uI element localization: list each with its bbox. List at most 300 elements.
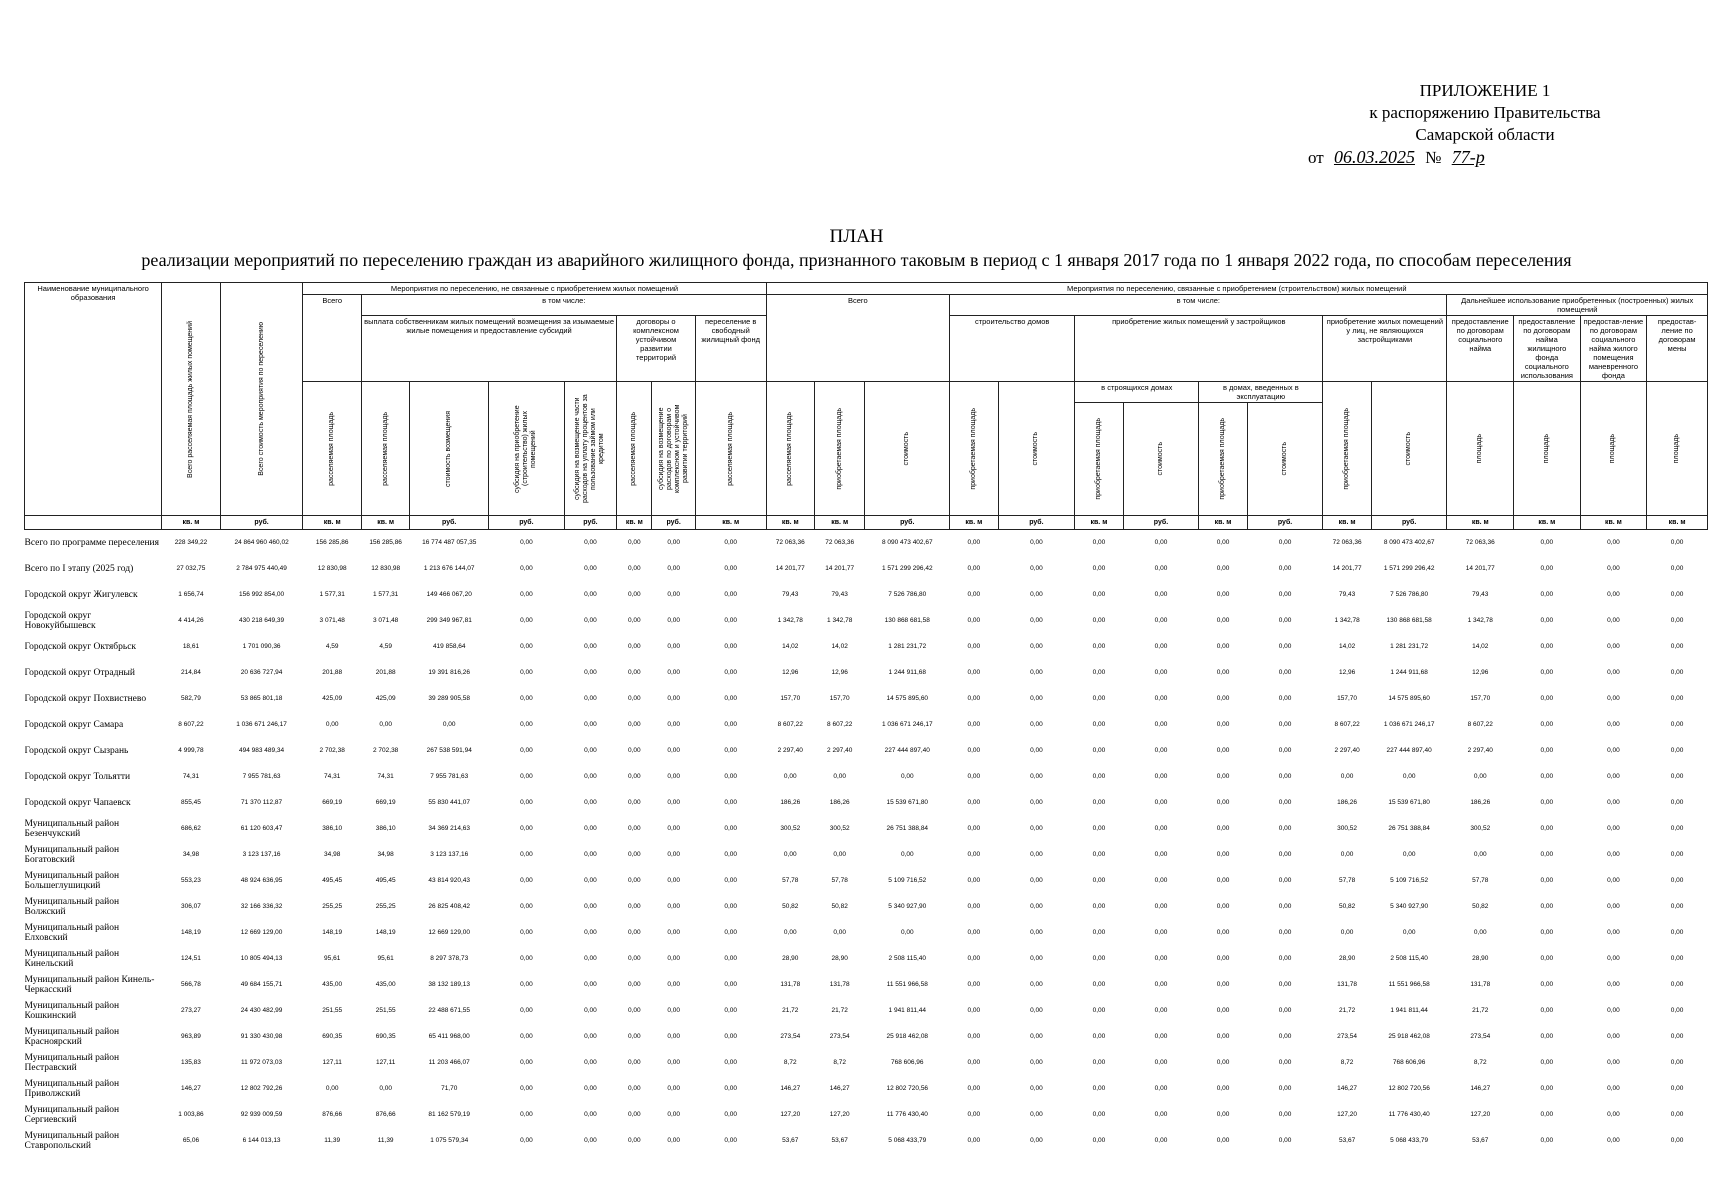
- unit-cell: руб.: [1247, 516, 1323, 530]
- value-cell: 0,00: [1278, 1137, 1292, 1144]
- value-cell: 0,00: [520, 1059, 533, 1066]
- value-cell: 0,00: [724, 695, 738, 702]
- value-cell: 0,00: [1540, 617, 1554, 624]
- value-cell: 0,00: [967, 903, 981, 910]
- municipality-name: Всего по программе переселения: [24, 538, 159, 548]
- value-cell: 0,00: [627, 747, 641, 754]
- value-cell: 0,00: [1092, 903, 1106, 910]
- value-cell: 1 342,78: [1467, 617, 1493, 624]
- h-a-total-area: расселяемая площадь: [303, 382, 362, 516]
- value-cell: 0,00: [1607, 877, 1620, 884]
- value-cell: 0,00: [1278, 669, 1292, 676]
- value-cell: 0,00: [1278, 747, 1292, 754]
- value-cell: 1 036 671 246,17: [881, 721, 933, 728]
- value-cell: 0,00: [520, 721, 533, 728]
- value-cell: 0,00: [724, 1111, 738, 1118]
- value-cell: 0,00: [1278, 1033, 1292, 1040]
- value-cell: 201,88: [322, 669, 343, 676]
- value-cell: 43 814 920,43: [428, 877, 470, 884]
- unit-cell: кв. м: [695, 516, 766, 530]
- value-cell: 8 607,22: [178, 721, 204, 728]
- value-cell: 0,00: [724, 1007, 738, 1014]
- value-cell: 1 577,31: [319, 591, 345, 598]
- value-cell: 0,00: [1092, 617, 1106, 624]
- value-cell: 430 218 649,39: [238, 617, 285, 624]
- value-cell: 0,00: [1278, 1059, 1292, 1066]
- value-cell: 0,00: [667, 695, 680, 702]
- municipality-name: Муниципальный район Безенчукский: [24, 819, 120, 839]
- value-cell: 0,00: [584, 903, 597, 910]
- value-cell: 0,00: [520, 955, 533, 962]
- value-cell: 0,00: [1030, 903, 1043, 910]
- value-cell: 92 939 009,59: [240, 1111, 283, 1118]
- value-cell: 0,00: [667, 773, 680, 780]
- municipality-name: Городской округ Отрадный: [24, 668, 136, 678]
- value-cell: 0,00: [1092, 539, 1106, 546]
- value-cell: 0,00: [584, 1111, 597, 1118]
- value-cell: 0,00: [667, 955, 680, 962]
- value-cell: 18,61: [182, 643, 200, 650]
- value-cell: 0,00: [584, 929, 597, 936]
- value-cell: 255,25: [322, 903, 343, 910]
- value-cell: 300,52: [829, 825, 850, 832]
- unit-cell: кв. м: [1447, 516, 1514, 530]
- value-cell: 0,00: [1030, 1085, 1043, 1092]
- building-houses-header: в строящихся домах: [1075, 382, 1199, 403]
- value-cell: 0,00: [667, 591, 680, 598]
- units-row: [25, 516, 1708, 530]
- value-cell: 28,90: [831, 955, 848, 962]
- payout-header: выплата собственникам жилых помещений возмещения за изымаемые жилые помещения и предоставление субсидий: [361, 316, 616, 382]
- value-cell: 0,00: [1154, 825, 1168, 832]
- value-cell: 0,00: [1278, 695, 1292, 702]
- value-cell: 131,78: [829, 981, 850, 988]
- value-cell: 0,00: [724, 721, 738, 728]
- value-cell: 0,00: [1540, 877, 1554, 884]
- value-cell: 11 776 430,40: [1388, 1111, 1430, 1118]
- municipality-name: Всего по I этапу (2025 год): [24, 564, 134, 574]
- table-row: [25, 816, 1708, 842]
- value-cell: 0,00: [520, 695, 533, 702]
- value-cell: 0,00: [584, 799, 597, 806]
- value-cell: 148,19: [375, 929, 396, 936]
- value-cell: 11 551 966,58: [1388, 981, 1430, 988]
- value-cell: 0,00: [1030, 773, 1043, 780]
- value-cell: 2 508 115,40: [888, 955, 927, 962]
- value-cell: 27 032,75: [176, 565, 206, 572]
- value-cell: 0,00: [667, 565, 680, 572]
- value-cell: 0,00: [584, 539, 597, 546]
- value-cell: 32 166 336,32: [240, 903, 283, 910]
- value-cell: 130 868 681,58: [1386, 617, 1432, 624]
- unit-cell: кв. м: [162, 516, 221, 530]
- value-cell: 0,00: [1092, 1059, 1106, 1066]
- value-cell: 0,00: [1092, 1137, 1106, 1144]
- value-cell: 1 003,86: [178, 1111, 204, 1118]
- value-cell: 0,00: [1607, 747, 1620, 754]
- value-cell: 12 802 792,26: [240, 1085, 283, 1092]
- value-cell: 49 684 155,71: [240, 981, 283, 988]
- col-total-cost-header: Всего стоимость мероприятия по переселению: [220, 283, 303, 516]
- h-b-total-acquired: приобретаемая площадь: [814, 382, 864, 516]
- value-cell: 0,00: [1670, 539, 1684, 546]
- value-cell: 79,43: [831, 591, 848, 598]
- value-cell: 0,00: [1278, 851, 1292, 858]
- value-cell: 79,43: [1338, 591, 1356, 598]
- value-cell: 74,31: [324, 773, 341, 780]
- value-cell: 14 201,77: [825, 565, 855, 572]
- value-cell: 0,00: [667, 877, 680, 884]
- group-a-including-header: в том числе:: [361, 295, 766, 316]
- value-cell: 0,00: [1030, 669, 1043, 676]
- value-cell: 0,00: [627, 1085, 641, 1092]
- value-cell: 34,98: [182, 851, 200, 858]
- municipality-name: Муниципальный район Большеглушицкий: [24, 871, 120, 891]
- value-cell: 15 539 671,80: [886, 799, 929, 806]
- value-cell: 0,00: [667, 981, 680, 988]
- value-cell: 0,00: [520, 1111, 533, 1118]
- municipality-name: Муниципальный район Приволжский: [24, 1079, 120, 1099]
- table-row: [25, 972, 1708, 998]
- municipality-name: Городской округ Новокуйбышевск: [24, 611, 96, 631]
- value-cell: 0,00: [667, 747, 680, 754]
- value-cell: 24 864 960 460,02: [234, 539, 289, 546]
- value-cell: 0,00: [520, 903, 533, 910]
- commercial-lease-header: предоставление по договорам найма жилищного фонда социального использования: [1514, 316, 1581, 382]
- value-cell: 0,00: [1092, 773, 1106, 780]
- value-cell: 0,00: [1670, 747, 1684, 754]
- value-cell: 0,00: [667, 1111, 680, 1118]
- value-cell: 156 992 854,00: [238, 591, 285, 598]
- value-cell: 72 063,36: [825, 539, 855, 546]
- value-cell: 26 751 388,84: [886, 825, 929, 832]
- value-cell: 0,00: [667, 617, 680, 624]
- value-cell: 0,00: [1607, 1007, 1620, 1014]
- value-cell: 53,67: [1338, 1137, 1356, 1144]
- value-cell: 876,66: [322, 1111, 343, 1118]
- value-cell: 768 606,96: [1392, 1059, 1426, 1066]
- value-cell: 1 342,78: [777, 617, 803, 624]
- value-cell: 1 577,31: [373, 591, 399, 598]
- value-cell: 127,20: [1470, 1111, 1491, 1118]
- value-cell: 0,00: [627, 825, 641, 832]
- group-b-including-header: в том числе:: [950, 295, 1447, 316]
- value-cell: 0,00: [1670, 565, 1684, 572]
- value-cell: 8,72: [1473, 1059, 1487, 1066]
- value-cell: 0,00: [1216, 1007, 1230, 1014]
- value-cell: 2 297,40: [1334, 747, 1360, 754]
- value-cell: 0,00: [1607, 851, 1620, 858]
- value-cell: 26 825 408,42: [428, 903, 470, 910]
- group-a-header: Мероприятия по переселению, не связанные с приобретением жилых помещений: [303, 283, 766, 295]
- value-cell: 74,31: [182, 773, 200, 780]
- value-cell: 0,00: [1216, 1137, 1230, 1144]
- value-cell: 0,00: [1540, 721, 1554, 728]
- value-cell: 0,00: [1670, 1085, 1684, 1092]
- resettlement-plan-table: [24, 282, 1708, 1154]
- value-cell: 0,00: [724, 1137, 738, 1144]
- value-cell: 0,00: [1540, 903, 1554, 910]
- value-cell: 0,00: [1278, 903, 1292, 910]
- table-row: [25, 1050, 1708, 1076]
- value-cell: 0,00: [1030, 643, 1043, 650]
- value-cell: 0,00: [1092, 565, 1106, 572]
- value-cell: 0,00: [1278, 1085, 1292, 1092]
- value-cell: 0,00: [1092, 929, 1106, 936]
- value-cell: 0,00: [1092, 1085, 1106, 1092]
- value-cell: 127,20: [829, 1111, 850, 1118]
- unit-cell: кв. м: [303, 516, 362, 530]
- value-cell: 0,00: [1030, 877, 1043, 884]
- unit-cell: кв. м: [1199, 516, 1247, 530]
- value-cell: 65,06: [182, 1137, 200, 1144]
- value-cell: 0,00: [1540, 851, 1554, 858]
- value-cell: 0,00: [1670, 851, 1684, 858]
- value-cell: 0,00: [724, 1059, 738, 1066]
- value-cell: 20 636 727,94: [240, 669, 283, 676]
- value-cell: 0,00: [1670, 955, 1684, 962]
- group-b-further-header: Дальнейшее использование приобретенных (построенных) жилых помещений: [1447, 295, 1708, 316]
- group-b-header: Мероприятия по переселению, связанные с приобретением (строительством) жилых помещений: [766, 283, 1707, 295]
- value-cell: 0,00: [1216, 1033, 1230, 1040]
- value-cell: 4,59: [379, 643, 392, 650]
- value-cell: 50,82: [1472, 903, 1489, 910]
- value-cell: 0,00: [1030, 695, 1043, 702]
- value-cell: 8 297 378,73: [430, 955, 469, 962]
- municipality-name: Муниципальный район Елховский: [24, 923, 120, 943]
- value-cell: 0,00: [325, 1085, 339, 1092]
- value-cell: 95,61: [377, 955, 394, 962]
- value-cell: 0,00: [584, 617, 597, 624]
- value-cell: 0,00: [584, 825, 597, 832]
- value-cell: 0,00: [1030, 929, 1043, 936]
- table-row: [25, 582, 1708, 608]
- value-cell: 57,78: [782, 877, 799, 884]
- h-b-constr-cost: стоимость: [998, 382, 1075, 516]
- value-cell: 0,00: [1154, 1059, 1168, 1066]
- value-cell: 57,78: [1472, 877, 1489, 884]
- value-cell: 0,00: [1607, 825, 1620, 832]
- value-cell: 2 702,38: [373, 747, 399, 754]
- value-cell: 24 430 482,99: [240, 1007, 283, 1014]
- value-cell: 0,00: [627, 851, 641, 858]
- value-cell: 1 281 231,72: [888, 643, 927, 650]
- value-cell: 0,00: [1092, 669, 1106, 676]
- value-cell: 0,00: [1670, 643, 1684, 650]
- value-cell: 0,00: [1540, 773, 1554, 780]
- value-cell: 0,00: [1154, 773, 1168, 780]
- value-cell: 12,96: [831, 669, 848, 676]
- value-cell: 0,00: [900, 773, 914, 780]
- value-cell: 156 285,86: [315, 539, 349, 546]
- value-cell: 0,00: [1540, 565, 1554, 572]
- value-cell: 0,00: [1030, 1059, 1043, 1066]
- value-cell: 28,90: [1338, 955, 1356, 962]
- value-cell: 0,00: [900, 929, 914, 936]
- value-cell: 0,00: [1670, 981, 1684, 988]
- value-cell: 0,00: [1154, 1137, 1168, 1144]
- value-cell: 34 369 214,63: [428, 825, 470, 832]
- value-cell: 0,00: [1216, 799, 1230, 806]
- value-cell: 0,00: [1670, 695, 1684, 702]
- value-cell: 0,00: [1607, 539, 1620, 546]
- value-cell: 0,00: [1154, 539, 1168, 546]
- value-cell: 0,00: [627, 617, 641, 624]
- value-cell: 22 488 671,55: [428, 1007, 470, 1014]
- value-cell: 0,00: [967, 799, 981, 806]
- h-b-comm-area: площадь: [1514, 382, 1581, 516]
- unit-cell: руб.: [652, 516, 695, 530]
- table-row: [25, 920, 1708, 946]
- value-cell: 0,00: [1278, 955, 1292, 962]
- value-cell: 0,00: [1216, 981, 1230, 988]
- value-cell: 57,78: [1338, 877, 1356, 884]
- value-cell: 0,00: [627, 1059, 641, 1066]
- value-cell: 0,00: [1540, 1033, 1554, 1040]
- value-cell: 8 607,22: [1467, 721, 1493, 728]
- value-cell: 0,00: [967, 539, 981, 546]
- value-cell: 0,00: [1607, 1137, 1620, 1144]
- value-cell: 0,00: [1278, 617, 1292, 624]
- value-cell: 494 983 489,34: [238, 747, 285, 754]
- value-cell: 26 751 388,84: [1388, 825, 1430, 832]
- value-cell: 10 805 494,13: [240, 955, 283, 962]
- value-cell: 0,00: [1092, 1111, 1106, 1118]
- handwritten-date: 06.03.2025: [1333, 147, 1415, 167]
- h-b-soc-area: площадь: [1447, 382, 1514, 516]
- value-cell: 686,62: [181, 825, 201, 832]
- value-cell: 0,00: [1540, 1111, 1554, 1118]
- col-total-area-header: Всего расселяемая площадь жилых помещений: [162, 283, 221, 516]
- value-cell: 0,00: [724, 955, 738, 962]
- value-cell: 0,00: [1154, 1033, 1168, 1040]
- value-cell: 0,00: [584, 565, 597, 572]
- value-cell: 0,00: [325, 721, 339, 728]
- value-cell: 0,00: [724, 903, 738, 910]
- value-cell: 0,00: [724, 1085, 738, 1092]
- unit-cell: руб.: [865, 516, 950, 530]
- value-cell: 0,00: [1216, 1085, 1230, 1092]
- value-cell: 0,00: [967, 981, 981, 988]
- value-cell: 0,00: [967, 955, 981, 962]
- value-cell: 435,00: [375, 981, 396, 988]
- value-cell: 0,00: [1402, 929, 1416, 936]
- table-row: [25, 556, 1708, 582]
- value-cell: 0,00: [1540, 929, 1554, 936]
- value-cell: 0,00: [1154, 1085, 1168, 1092]
- value-cell: 0,00: [1216, 1111, 1230, 1118]
- value-cell: 0,00: [627, 565, 641, 572]
- h-a-kurt-subsidy: субсидия на возмещение расходов по договорам о комплексном и устойчивом развитии территорий: [652, 382, 695, 516]
- value-cell: 8,72: [833, 1059, 847, 1066]
- value-cell: 0,00: [1092, 643, 1106, 650]
- value-cell: 0,00: [1154, 1111, 1168, 1118]
- value-cell: 0,00: [627, 1007, 641, 1014]
- value-cell: 0,00: [584, 695, 597, 702]
- value-cell: 146,27: [829, 1085, 850, 1092]
- value-cell: 0,00: [1154, 799, 1168, 806]
- value-cell: 0,00: [1154, 643, 1168, 650]
- value-cell: 201,88: [375, 669, 396, 676]
- value-cell: 0,00: [1154, 981, 1168, 988]
- value-cell: 48 924 636,95: [240, 877, 283, 884]
- value-cell: 0,00: [1030, 825, 1043, 832]
- social-lease-header: предоставление по договорам социального найма: [1447, 316, 1514, 382]
- value-cell: 227 444 897,40: [884, 747, 930, 754]
- value-cell: 0,00: [1670, 1007, 1684, 1014]
- value-cell: 0,00: [1216, 929, 1230, 936]
- h-b-others-cost: стоимость: [1371, 382, 1447, 516]
- value-cell: 0,00: [1607, 669, 1620, 676]
- value-cell: 0,00: [724, 851, 738, 858]
- table-row: [25, 1128, 1708, 1154]
- municipality-name: Городской округ Тольятти: [24, 772, 131, 782]
- value-cell: 0,00: [667, 825, 680, 832]
- value-cell: 1 656,74: [178, 591, 204, 598]
- value-cell: 157,70: [780, 695, 801, 702]
- value-cell: 0,00: [520, 981, 533, 988]
- value-cell: 0,00: [1154, 955, 1168, 962]
- value-cell: 0,00: [667, 539, 680, 546]
- value-cell: 0,00: [967, 773, 981, 780]
- value-cell: 0,00: [1670, 825, 1684, 832]
- value-cell: 0,00: [967, 1059, 981, 1066]
- value-cell: 0,00: [1540, 955, 1554, 962]
- value-cell: 5 068 433,79: [1390, 1137, 1429, 1144]
- value-cell: 0,00: [627, 1033, 641, 1040]
- value-cell: 669,19: [322, 799, 343, 806]
- value-cell: 0,00: [627, 799, 641, 806]
- municipality-name: Муниципальный район Богатовский: [24, 845, 120, 865]
- municipality-name: Городской округ Сызрань: [24, 746, 129, 756]
- value-cell: 0,00: [520, 747, 533, 754]
- value-cell: 0,00: [1402, 851, 1416, 858]
- value-cell: 0,00: [520, 643, 533, 650]
- value-cell: 0,00: [724, 617, 738, 624]
- value-cell: 146,27: [780, 1085, 801, 1092]
- value-cell: 0,00: [1154, 929, 1168, 936]
- value-cell: 0,00: [520, 1137, 533, 1144]
- value-cell: 0,00: [1670, 1059, 1684, 1066]
- value-cell: 0,00: [667, 643, 680, 650]
- value-cell: 0,00: [1278, 877, 1292, 884]
- value-cell: 0,00: [667, 1007, 680, 1014]
- value-cell: 55 830 441,07: [428, 799, 470, 806]
- unit-cell: руб.: [564, 516, 616, 530]
- unit-cell: кв. м: [1323, 516, 1371, 530]
- value-cell: 0,00: [1278, 721, 1292, 728]
- value-cell: 79,43: [782, 591, 799, 598]
- value-cell: 186,26: [1337, 799, 1358, 806]
- municipality-name: Городской округ Похвистнево: [24, 694, 147, 704]
- value-cell: 0,00: [724, 929, 738, 936]
- table-body: [25, 530, 1708, 1155]
- value-cell: 0,00: [967, 877, 981, 884]
- value-cell: 0,00: [1092, 955, 1106, 962]
- value-cell: 0,00: [1670, 669, 1684, 676]
- value-cell: 0,00: [1216, 565, 1230, 572]
- value-cell: 1 342,78: [827, 617, 853, 624]
- value-cell: 0,00: [584, 591, 597, 598]
- municipality-name: Городской округ Самара: [24, 720, 124, 730]
- value-cell: 0,00: [1154, 721, 1168, 728]
- table-row: [25, 764, 1708, 790]
- value-cell: 0,00: [520, 591, 533, 598]
- value-cell: 0,00: [1154, 1007, 1168, 1014]
- table-row: [25, 868, 1708, 894]
- value-cell: 0,00: [967, 695, 981, 702]
- municipality-name: Муниципальный район Кошкинский: [24, 1001, 120, 1021]
